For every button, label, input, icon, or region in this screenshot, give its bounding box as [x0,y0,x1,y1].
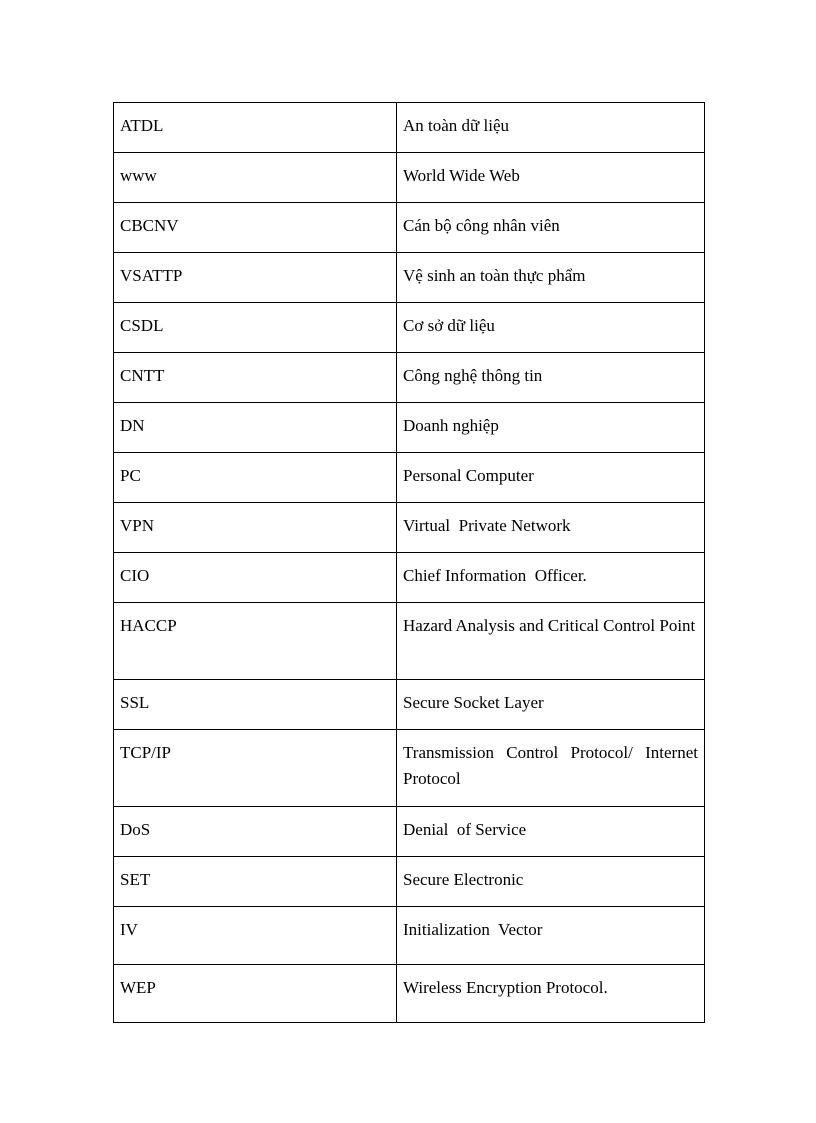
abbreviation-cell: PC [114,453,397,503]
abbreviation-cell: SET [114,857,397,907]
abbreviation-cell: TCP/IP [114,730,397,807]
table-row [114,603,705,680]
abbreviation-cell: VPN [114,503,397,553]
definition-cell: World Wide Web [397,153,705,203]
definition-cell: Initialization Vector [397,907,705,965]
definition-cell: Denial of Service [397,807,705,857]
definition-cell: Chief Information Officer. [397,553,705,603]
definition-cell: Transmission Control Protocol/ Internet Protocol [397,730,705,807]
abbreviation-cell: IV [114,907,397,965]
abbreviation-cell: DN [114,403,397,453]
abbreviation-cell: CNTT [114,353,397,403]
table-row [114,203,705,253]
table-row [114,680,705,730]
abbreviation-cell: VSATTP [114,253,397,303]
table-row [114,403,705,453]
table-row [114,503,705,553]
abbreviation-cell: www [114,153,397,203]
abbreviation-cell: HACCP [114,603,397,680]
definition-cell: Công nghệ thông tin [397,353,705,403]
table-row [114,103,705,153]
table-row [114,253,705,303]
table-row [114,965,705,1023]
table-row [114,907,705,965]
table-row [114,153,705,203]
table-row [114,730,705,807]
table-row [114,353,705,403]
abbreviation-cell: DoS [114,807,397,857]
definition-cell: Secure Electronic [397,857,705,907]
table-row [114,857,705,907]
definition-cell: An toàn dữ liệu [397,103,705,153]
definition-cell: Hazard Analysis and Critical Control Point [397,603,705,680]
table-row [114,303,705,353]
table-row [114,453,705,503]
abbreviation-cell: CBCNV [114,203,397,253]
abbreviation-cell: CSDL [114,303,397,353]
definition-cell: Wireless Encryption Protocol. [397,965,705,1023]
definition-cell: Doanh nghiệp [397,403,705,453]
abbreviation-cell: SSL [114,680,397,730]
abbreviation-cell: ATDL [114,103,397,153]
table-row [114,553,705,603]
definition-cell: Cơ sở dữ liệu [397,303,705,353]
definition-cell: Cán bộ công nhân viên [397,203,705,253]
table-row [114,807,705,857]
definition-cell: Virtual Private Network [397,503,705,553]
abbreviation-table [113,102,705,1023]
abbreviation-cell: WEP [114,965,397,1023]
definition-cell: Secure Socket Layer [397,680,705,730]
abbreviation-cell: CIO [114,553,397,603]
definition-cell: Personal Computer [397,453,705,503]
definition-cell: Vệ sinh an toàn thực phẩm [397,253,705,303]
